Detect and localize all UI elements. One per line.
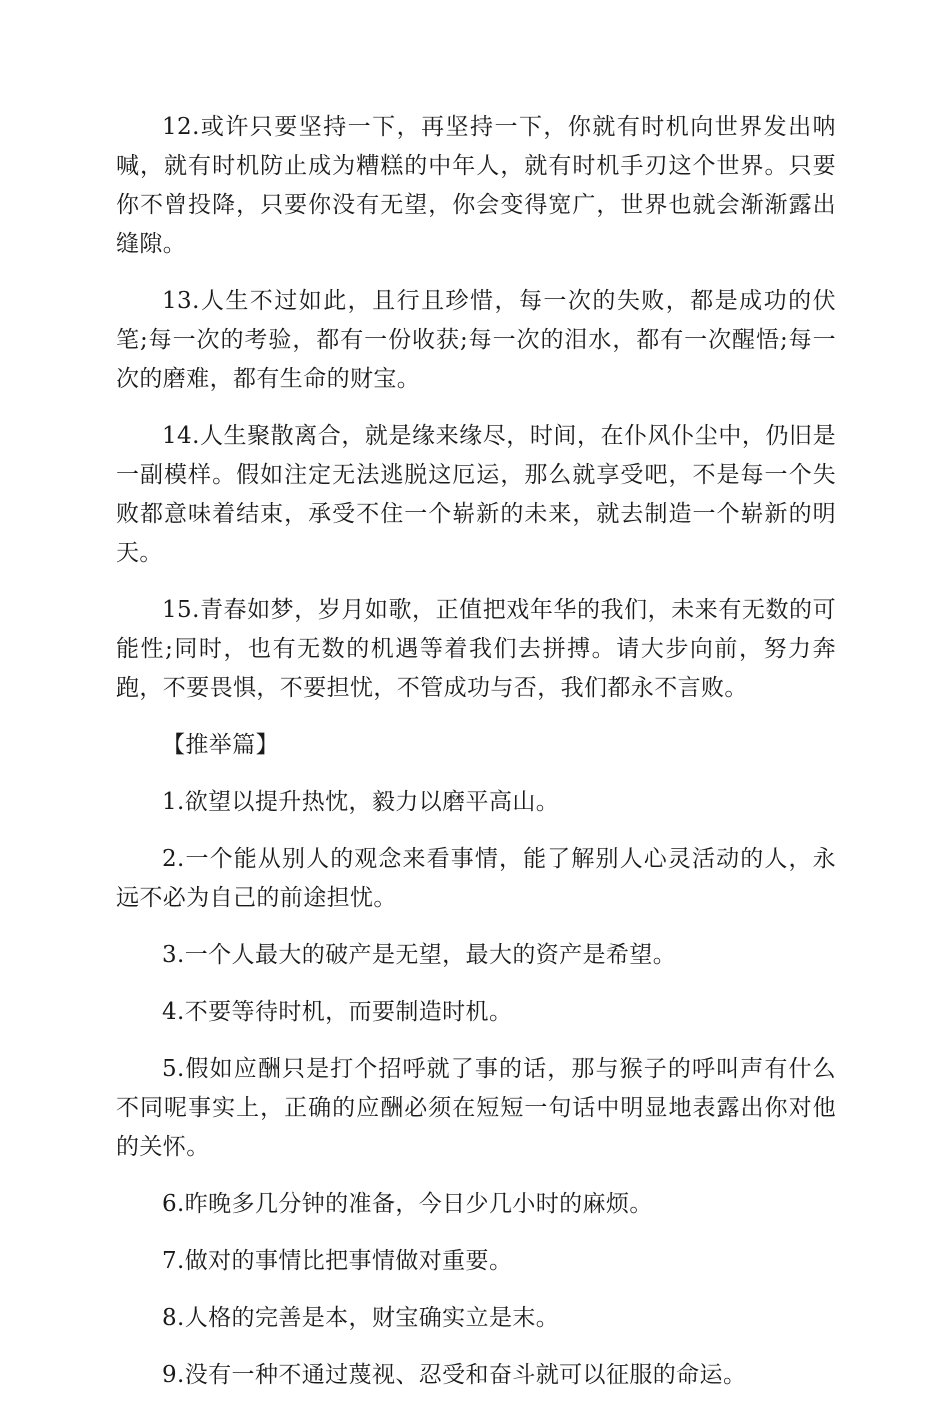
list-item-1: 1.欲望以提升热忱，毅力以磨平高山。 — [162, 789, 560, 815]
paragraph-15: 15.青春如梦，岁月如歌，正值把戏年华的我们，未来有无数的可能性;同时，也有无数的机遇等着我们去拼搏。请大步向前，努力奔跑，不要畏惧，不要担忧，不管成功与否，我们都永不言败。 — [116, 597, 836, 701]
list-item-4: 4.不要等待时机，而要制造时机。 — [162, 999, 513, 1025]
section-heading: 【推举篇】 — [162, 732, 279, 758]
list-item-5: 5.假如应酬只是打个招呼就了事的话，那与猴子的呼叫声有什么不同呢事实上，正确的应酬必须在短短一句话中明显地表露出你对他的关怀。 — [116, 1056, 836, 1160]
list-item-7: 7.做对的事情比把事情做对重要。 — [162, 1248, 513, 1274]
list-item-2: 2.一个能从别人的观念来看事情，能了解别人心灵活动的人，永远不必为自己的前途担忧。 — [116, 846, 836, 911]
paragraph-14: 14.人生聚散离合，就是缘来缘尽，时间，在仆风仆尘中，仍旧是一副模样。假如注定无法逃脱这厄运，那么就享受吧，不是每一个失败都意味着结束，承受不住一个崭新的未来，就去制造一个崭新的明天。 — [116, 423, 836, 566]
list-item-6: 6.昨晚多几分钟的准备，今日少几小时的麻烦。 — [162, 1191, 653, 1217]
list-item-8: 8.人格的完善是本，财宝确实立是末。 — [162, 1305, 560, 1331]
paragraph-12: 12.或许只要坚持一下，再坚持一下，你就有时机向世界发出呐喊，就有时机防止成为糟糕的中年人，就有时机手刃这个世界。只要你不曾投降，只要你没有无望，你会变得宽广，世界也就会渐渐露出缝隙。 — [116, 114, 836, 257]
document-page — [116, 108, 836, 1413]
paragraph-13: 13.人生不过如此，且行且珍惜，每一次的失败，都是成功的伏笔;每一次的考验，都有一份收获;每一次的泪水，都有一次醒悟;每一次的磨难，都有生命的财宝。 — [116, 288, 836, 392]
list-item-9: 9.没有一种不通过蔑视、忍受和奋斗就可以征服的命运。 — [162, 1362, 747, 1388]
list-item-3: 3.一个人最大的破产是无望，最大的资产是希望。 — [162, 942, 677, 968]
